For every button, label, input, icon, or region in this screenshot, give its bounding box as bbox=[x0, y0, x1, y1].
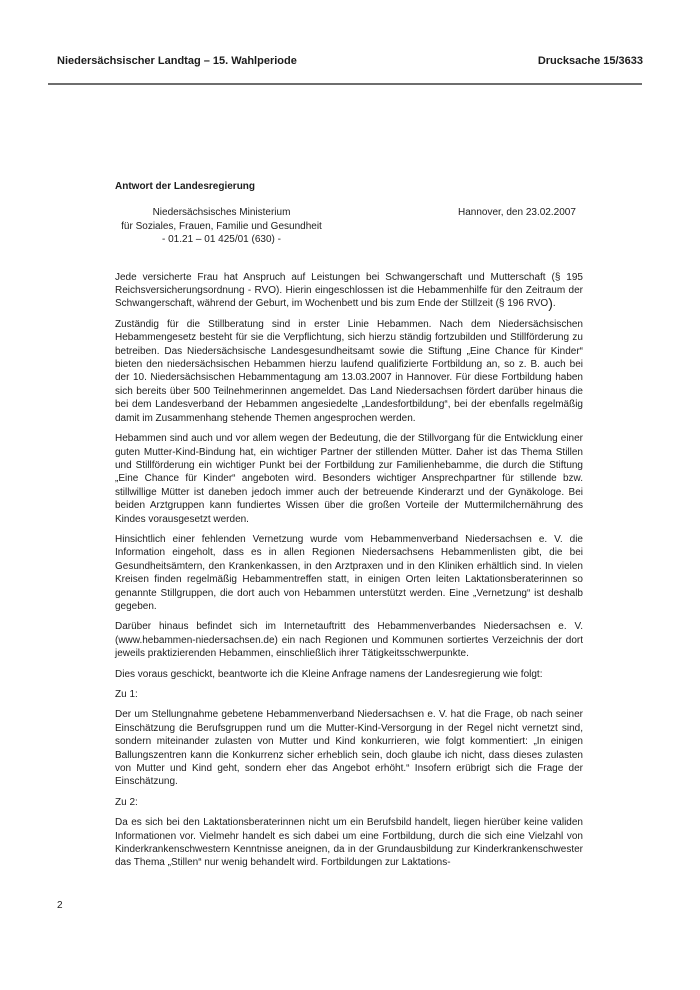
ministry-address bbox=[115, 206, 328, 246]
paragraph-zu1-answer: Der um Stellungnahme gebetene Hebammenverband Niedersachsen e. V. hat die Frage, ob nach seiner Einschätzung die Berufsgruppen rund um die Mutter-Kind-Versorgung in der Regel nicht vernetzt sind, sondern miteinander zulasten von Mutter und Kind konkurrieren, wie folgt kommentiert: „In einigen Ballungszentren kann die Konkurrenz sicher erheblich sein, doch glaube ich nicht, dass dieses zulasten von Mutter und Kind geht, sondern eher das Angebot erhöht.“ Insofern erübrigt sich die Frage der Einschätzung. bbox=[115, 709, 583, 788]
header-right-title: Drucksache 15/3633 bbox=[537, 55, 643, 67]
sender-block bbox=[115, 206, 583, 246]
paragraph-responsibility: Zuständig für die Stillberatung sind in erster Linie Hebammen. Nach dem Niedersächsischen Hebammengesetz besteht für sie die Verpflichtung, sich hierzu ständig fortzubilden und Stillförderung zu betreiben. Das Niedersächsische Landesgesundheitsamt sowie die Stiftung „Eine Chance für Kinder“ bieten den niedersächsischen Hebammen hierzu laufend qualifizierte Fortbildung an, so z. B. auch bei der 10. Niedersächsischen Hebammentagung am 13.03.2007 in Hannover. Für diese Fortbildung haben sich bereits über 500 Teilnehmerinnen angemeldet. Das Land Niedersachsen fördert darüber hinaus die bei dem Landesverband der Hebammen angesiedelte „Landesfortbildung“, bei der ebenfalls regelmäßig damit im Zusammenhang stehende Themen angesprochen werden. bbox=[115, 318, 583, 424]
paragraph-intro-answer: Dies voraus geschickt, beantworte ich die Kleine Anfrage namens der Landesregierung wie folgt: bbox=[115, 668, 543, 680]
header-left-title: Niedersächsischer Landtag – 15. Wahlperiode bbox=[57, 55, 297, 67]
paragraph-entitlement-text: Jede versicherte Frau hat Anspruch auf Leistungen bei Schwangerschaft und Mutterschaft (§ 195 Reichsversicherungsordnung - RVO). Hierin eingeschlossen ist die Hebammenhilfe für den Zeitraum der Schwangerschaft, während der Geburt, im Wochenbett und bis zum Ende der Stillzeit (§ 196 RVO bbox=[115, 271, 583, 310]
ministry-name-line2: für Soziales, Frauen, Familie und Gesundheit bbox=[121, 220, 322, 232]
paragraph-entitlement bbox=[115, 271, 583, 311]
paragraph-internet-directory: Darüber hinaus befindet sich im Internetauftritt des Hebammenverbandes Niedersachsen e. V. (www.hebammen-niedersachsen.de) ein nach Regionen und Kommunen sortiertes Verzeichnis der dort jeweils praktizierenden Hebammen, einschließlich ihrer Tätigkeitsschwerpunkte. bbox=[115, 621, 583, 660]
ministry-name-line1: Niedersächsisches Ministerium bbox=[152, 207, 291, 219]
document-body bbox=[115, 180, 583, 877]
section-label-zu2: Zu 2: bbox=[115, 796, 138, 808]
page-number: 2 bbox=[57, 900, 63, 911]
ministry-reference: - 01.21 – 01 425/01 (630) - bbox=[162, 234, 281, 246]
header-divider bbox=[48, 83, 642, 85]
place-date: Hannover, den 23.02.2007 bbox=[458, 207, 576, 219]
paragraph-networking: Hinsichtlich einer fehlenden Vernetzung wurde vom Hebammenverband Niedersachsen e. V. die Information eingeholt, dass es in allen Regionen Niedersachsens Hebammenlisten gibt, die bei Gesundheitsämtern, den Krankenkassen, in den Arztpraxen und in den Kliniken erhältlich sind. In vielen Kreisen finden regelmäßig Hebammentreffen statt, in einigen Orten leiten Laktationsberaterinnen so genannte Stillgruppen, die dort auch von Hebammen unterstützt werden. Eine „Vernetzung“ ist deshalb gegeben. bbox=[115, 533, 583, 612]
page-header bbox=[57, 55, 643, 68]
paragraph-zu2-answer: Da es sich bei den Laktationsberaterinnen nicht um ein Berufsbild handelt, liegen hierüber keine validen Informationen vor. Vielmehr handelt es sich dabei um eine Fortbildung, durch die sich eine Vielzahl von Kinderkrankenschwestern Kenntnisse aneignen, da in der Grundausbildung zur Kinderkrankenschwester das Thema „Stillen“ nur wenig behandelt wird. Fortbildungen zur Laktations- bbox=[115, 817, 583, 869]
answer-heading: Antwort der Landesregierung bbox=[115, 181, 256, 192]
oversized-closing-paren: ) bbox=[548, 295, 553, 312]
section-label-zu1: Zu 1: bbox=[115, 689, 138, 700]
paragraph-entitlement-period: . bbox=[552, 298, 556, 310]
paragraph-partners: Hebammen sind auch und vor allem wegen der Bedeutung, die der Stillvorgang für die Entwicklung einer guten Mutter-Kind-Bindung hat, ein wichtiger Partner der stillenden Mütter. Daher ist das Thema Stillen und Stillförderung ein wichtiger Punkt bei der Fortbildung zur Familienhebamme, die durch die Stiftung „Eine Chance für Kinder“ angeboten wird. Besonders wichtiger Ansprechpartner für stillende bzw. stillwillige Mütter ist daneben jedoch immer auch der betreuende Kinderarzt und der Gynäkologe. Bei beiden Arztgruppen kann fundiertes Wissen über die großen Vorteile der Muttermilchernährung des Kindes vorausgesetzt werden. bbox=[115, 433, 583, 525]
